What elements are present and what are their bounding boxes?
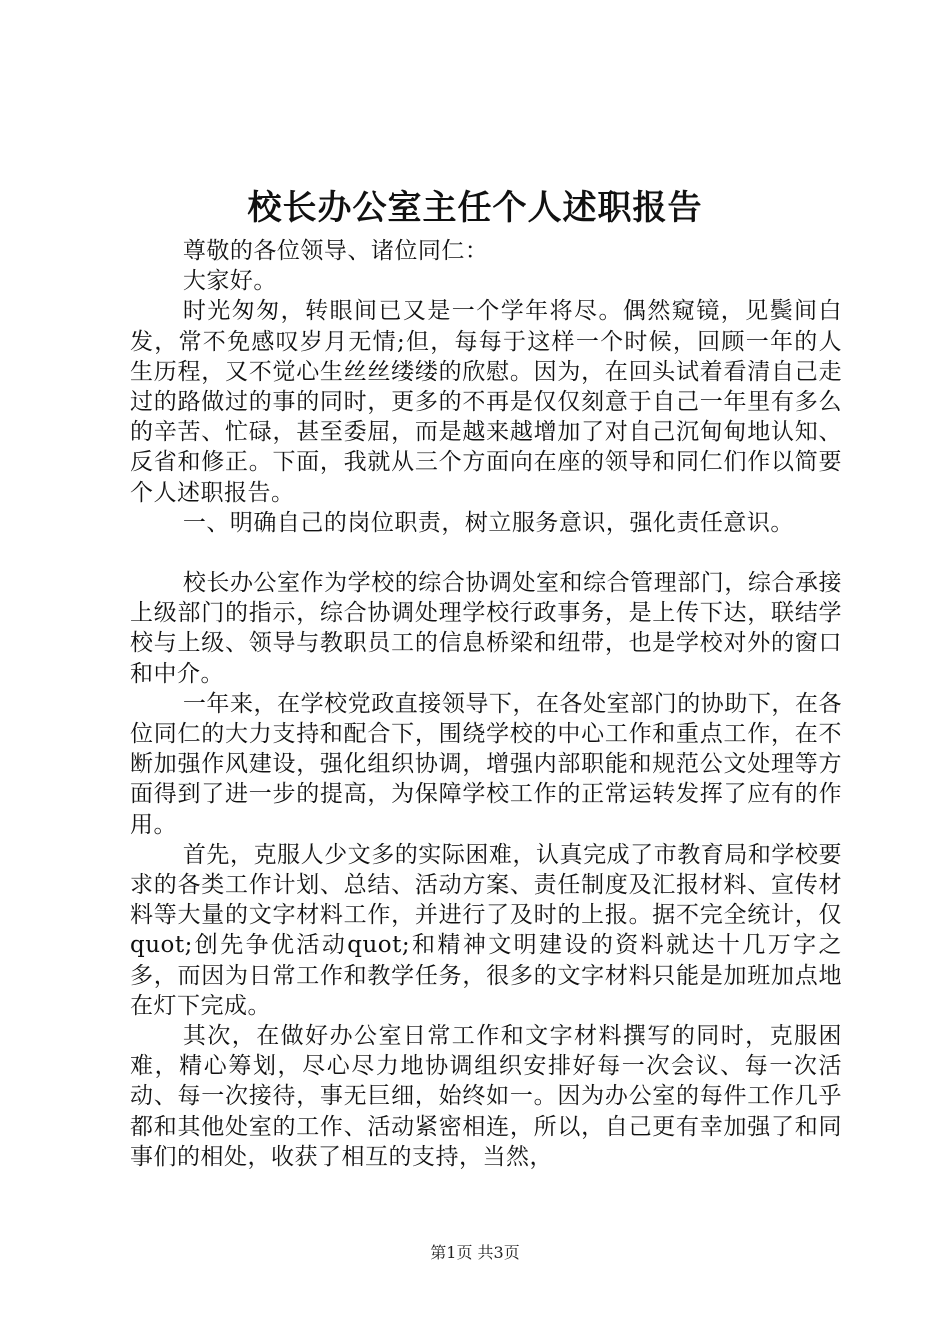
paragraph-first: 首先，克服人少文多的实际困难，认真完成了市教育局和学校要求的各类工作计划、总结、活动方案、责任制度及汇报材料、宣传材料等大量的文字材料工作，并进行了及时的上报。据不完全统计，仅quot;创先争优活动quot;和精神文明建设的资料就达十几万字之多，而因为日常工作和教学任务，很多的文字材料只能是加班加点地在灯下完成。 [130, 841, 842, 1019]
paragraph-salutation: 尊敬的各位领导、诸位同仁： [182, 238, 489, 264]
paragraph-intro: 时光匆匆，转眼间已又是一个学年将尽。偶然窥镜，见鬓间白发，常不免感叹岁月无情;但，每每于这样一个时候，回顾一年的人生历程，又不觉心生丝丝缕缕的欣慰。因为，在回头试着看清自己走过的路做过的事的同时，更多的不再是仅仅刻意于自己一年里有多么的辛苦、忙碌，甚至委屈，而是越来越增加了对自己沉甸甸地认知、反省和修正。下面，我就从三个方面向在座的领导和同仁们作以简要个人述职报告。 [130, 298, 842, 506]
document-body [130, 236, 842, 1172]
paragraph-greeting: 大家好。 [182, 268, 277, 295]
paragraph-year-review: 一年来，在学校党政直接领导下，在各处室部门的协助下，在各位同仁的大力支持和配合下，围绕学校的中心工作和重点工作，在不断加强作风建设，强化组织协调，增强内部职能和规范公文处理等方面得到了进一步的提高，为保障学校工作的正常运转发挥了应有的作用。 [130, 690, 842, 838]
document-title: 校长办公室主任个人述职报告 [247, 188, 703, 228]
section-heading-1: 一、明确自己的岗位职责，树立服务意识，强化责任意识。 [182, 509, 794, 536]
paragraph-office-role: 校长办公室作为学校的综合协调处室和综合管理部门，综合承接上级部门的指示，综合协调处理学校行政事务，是上传下达，联结学校与上级、领导与教职员工的信息桥梁和纽带，也是学校对外的窗口和中介。 [130, 570, 842, 687]
page-number-footer: 第1页 共3页 [430, 1243, 520, 1262]
paragraph-second: 其次，在做好办公室日常工作和文字材料撰写的同时，克服困难，精心筹划，尽心尽力地协调组织安排好每一次会议、每一次活动、每一次接待，事无巨细，始终如一。因为办公室的每件工作几乎都和其他处室的工作、活动紧密相连，所以，自己更有幸加强了和同事们的相处，收获了相互的支持，当然， [130, 1023, 842, 1170]
